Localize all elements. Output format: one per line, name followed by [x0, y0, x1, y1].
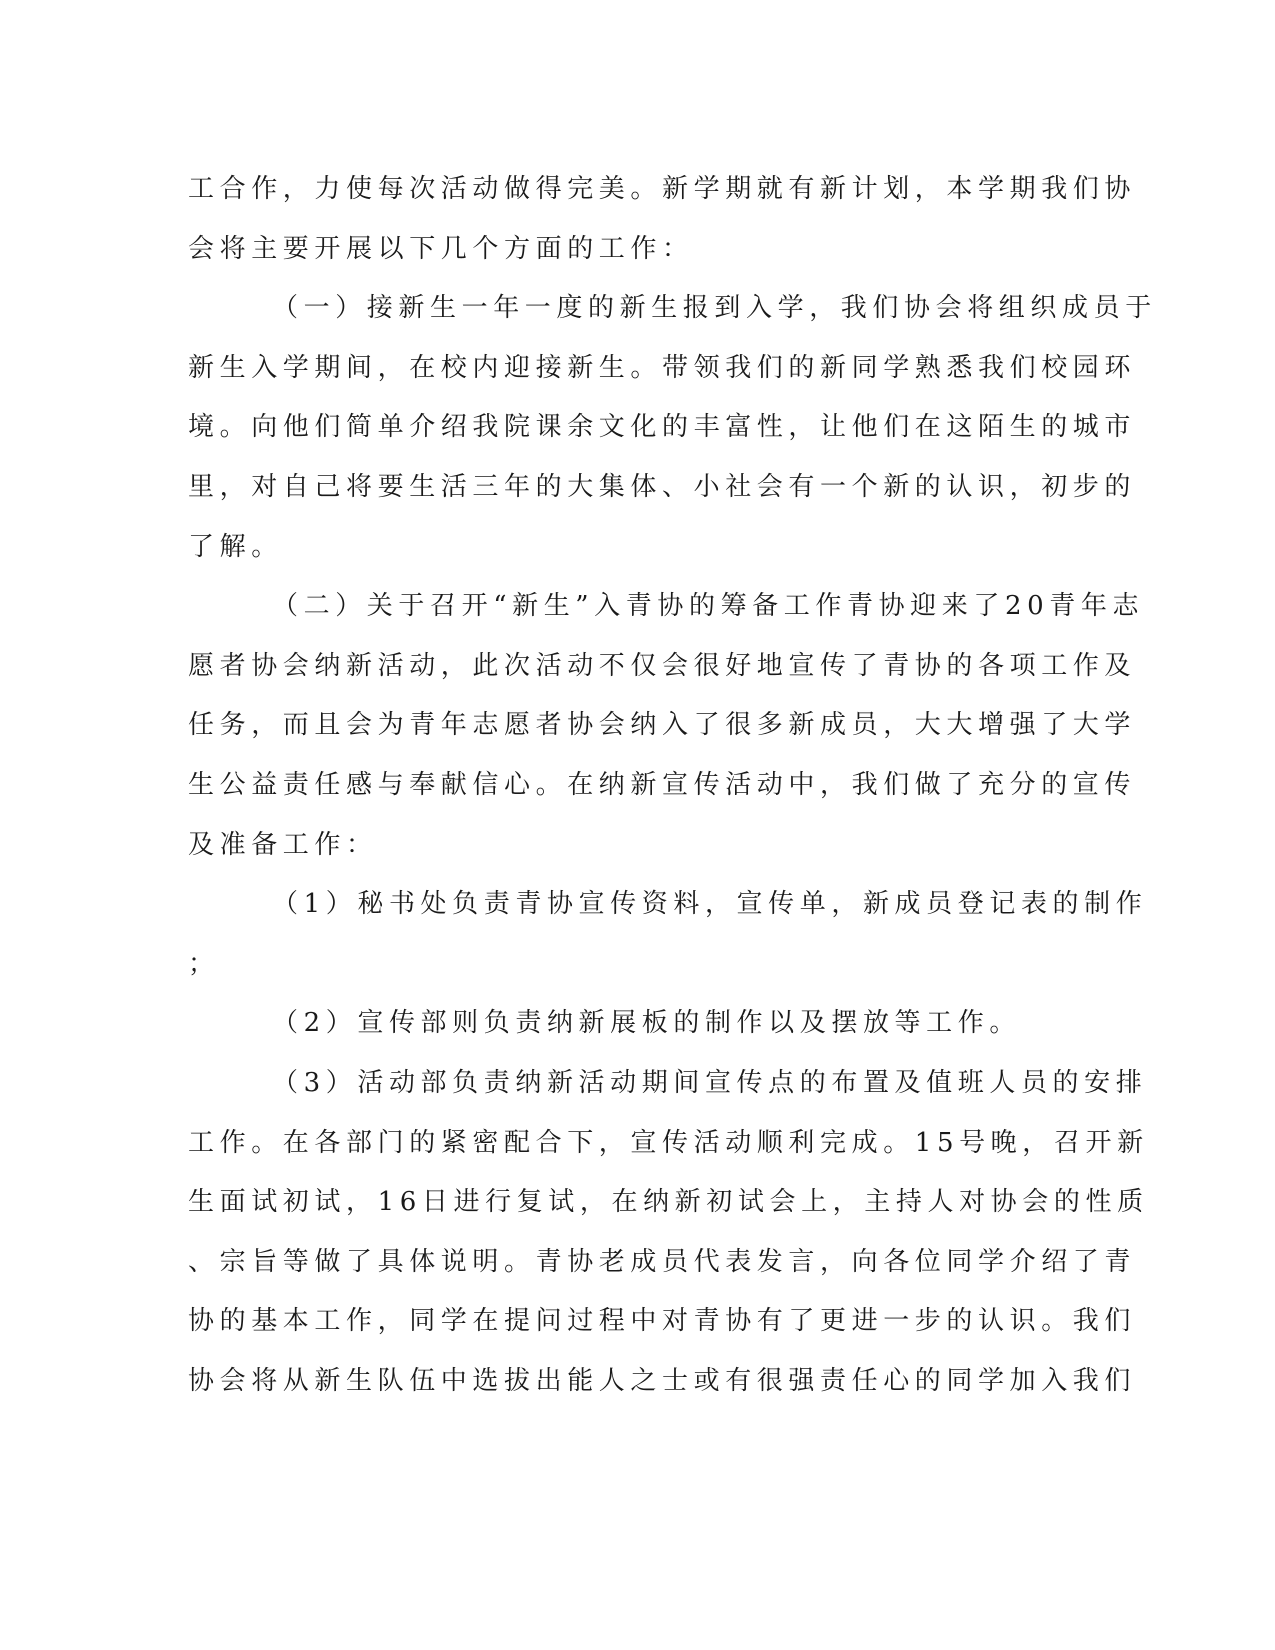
text-line: 新生入学期间，在校内迎接新生。带领我们的新同学熟悉我们校园环 [188, 352, 1137, 383]
text-line: 、宗旨等做了具体说明。青协老成员代表发言，向各位同学介绍了青 [188, 1246, 1137, 1277]
text-line: 工作。在各部门的紧密配合下，宣传活动顺利完成。15号晚，召开新 [188, 1127, 1149, 1158]
text-line: （1）秘书处负责青协宣传资料，宣传单，新成员登记表的制作 [272, 889, 1148, 920]
text-line: 生公益责任感与奉献信心。在纳新宣传活动中，我们做了充分的宣传 [188, 769, 1137, 800]
text-line: 任务，而且会为青年志愿者协会纳入了很多新成员，大大增强了大学 [188, 710, 1137, 741]
text-line: （一）接新生一年一度的新生报到入学，我们协会将组织成员于 [272, 293, 1157, 324]
text-line: 了解。 [188, 531, 283, 562]
text-line: 及准备工作： [188, 829, 378, 860]
text-line: （2）宣传部则负责纳新展板的制作以及摆放等工作。 [272, 1008, 1021, 1039]
text-line: 协会将从新生队伍中选拔出能人之士或有很强责任心的同学加入我们 [188, 1365, 1137, 1396]
text-line: 生面试初试，16日进行复试，在纳新初试会上，主持人对协会的性质 [188, 1187, 1149, 1218]
text-line: 里，对自己将要生活三年的大集体、小社会有一个新的认识，初步的 [188, 471, 1137, 502]
text-line: 协的基本工作，同学在提问过程中对青协有了更进一步的认识。我们 [188, 1306, 1137, 1337]
text-line: 会将主要开展以下几个方面的工作： [188, 233, 694, 264]
text-line: ； [188, 948, 220, 979]
text-line: 工合作，力使每次活动做得完美。新学期就有新计划，本学期我们协 [188, 174, 1137, 204]
text-line: （3）活动部负责纳新活动期间宣传点的布置及值班人员的安排 [272, 1067, 1148, 1098]
text-line: 境。向他们简单介绍我院课余文化的丰富性，让他们在这陌生的城市 [188, 412, 1137, 443]
body-text [188, 160, 1157, 1411]
text-line: 愿者协会纳新活动，此次活动不仅会很好地宣传了青协的各项工作及 [188, 650, 1137, 681]
text-line: （二）关于召开“新生”入青协的筹备工作青协迎来了20青年志 [272, 591, 1145, 622]
